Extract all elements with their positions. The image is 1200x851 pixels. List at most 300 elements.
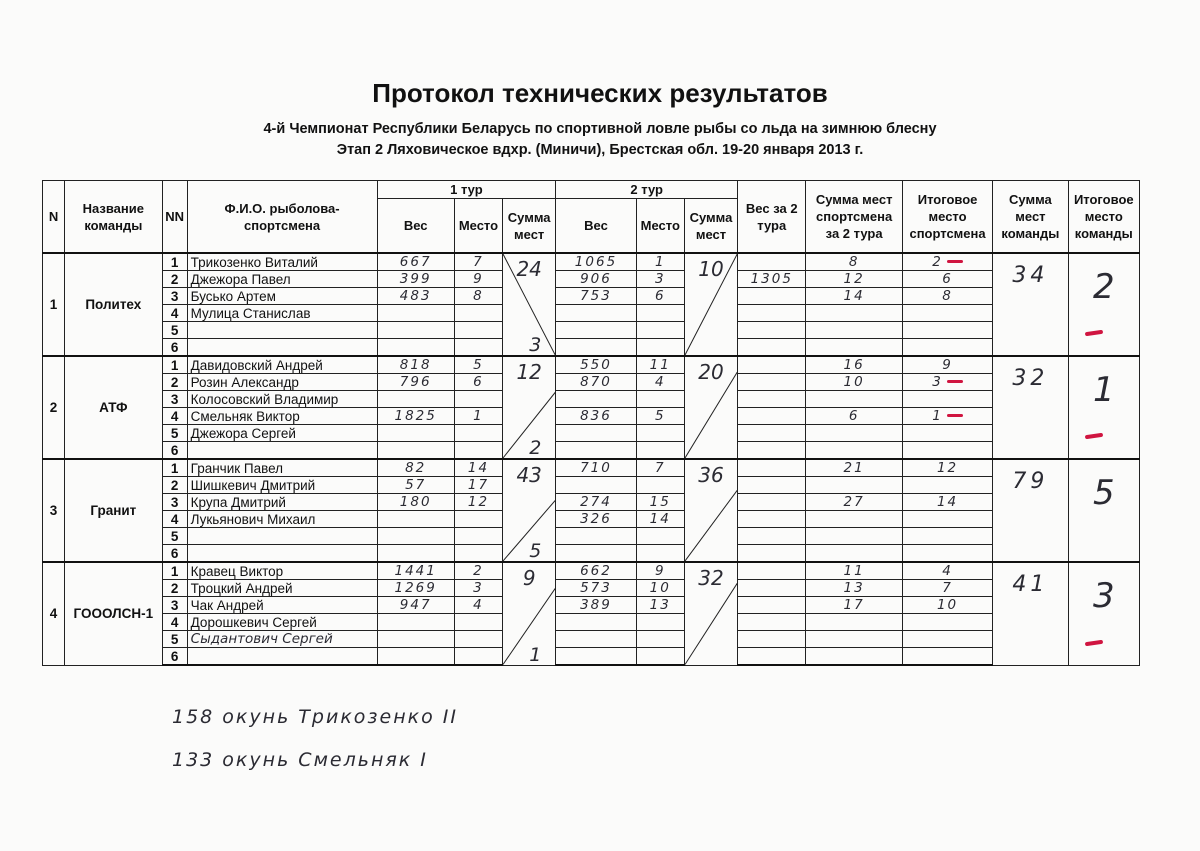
header-sum-athlete: Сумма мест спортсмена за 2 тура	[806, 181, 902, 254]
athlete-sum: 6	[806, 408, 902, 425]
athlete-final	[902, 511, 992, 528]
athlete-sum	[806, 545, 902, 563]
t1-place: 8	[454, 288, 502, 305]
team-block	[43, 356, 1140, 459]
athlete-nn: 1	[162, 253, 187, 271]
athlete-row	[43, 494, 1140, 511]
athlete-sum	[806, 477, 902, 494]
team-sum-cell	[993, 356, 1068, 459]
athlete-row	[43, 545, 1140, 563]
t2-weight: 326	[556, 511, 636, 528]
t1-weight: 947	[377, 597, 454, 614]
t2-place	[636, 442, 684, 460]
athlete-row	[43, 477, 1140, 494]
athlete-sum	[806, 528, 902, 545]
athlete-sum	[806, 391, 902, 408]
t2-sum-cell	[684, 459, 737, 562]
t1-weight: 180	[377, 494, 454, 511]
athlete-nn: 2	[162, 374, 187, 391]
t2-place: 9	[636, 562, 684, 580]
header-nn: NN	[162, 181, 187, 254]
team-sum: 41	[1012, 572, 1049, 597]
t2-place: 5	[636, 408, 684, 425]
athlete-nn: 2	[162, 271, 187, 288]
header-t2-place: Место	[636, 199, 684, 254]
athlete-name: Трикозенко Виталий	[187, 253, 377, 271]
t1-weight	[377, 425, 454, 442]
athlete-sum	[806, 339, 902, 357]
athlete-row	[43, 391, 1140, 408]
t1-team-sum: 12	[516, 360, 542, 384]
t2-weight: 662	[556, 562, 636, 580]
athlete-name: Троцкий Андрей	[187, 580, 377, 597]
red-marker	[1084, 433, 1102, 439]
t2-place: 1	[636, 253, 684, 271]
athlete-nn: 6	[162, 545, 187, 563]
athlete-name: Розин Александр	[187, 374, 377, 391]
team-sum: 79	[1012, 469, 1049, 494]
athlete-final	[902, 614, 992, 631]
t1-place: 12	[454, 494, 502, 511]
athlete-nn: 4	[162, 511, 187, 528]
athlete-name	[187, 648, 377, 666]
header-tour-2: 2 тур	[556, 181, 738, 199]
weight-2-tours	[738, 528, 806, 545]
team-final-cell	[1068, 356, 1139, 459]
header-t2-weight: Вес	[556, 199, 636, 254]
athlete-final: 14	[902, 494, 992, 511]
t2-sum-cell	[684, 253, 737, 356]
t2-sum-cell	[684, 562, 737, 665]
results-table	[42, 180, 1140, 666]
t1-team-sum: 43	[516, 463, 542, 487]
t2-weight	[556, 477, 636, 494]
athlete-row	[43, 356, 1140, 374]
t2-weight	[556, 322, 636, 339]
athlete-sum: 8	[806, 253, 902, 271]
t1-place: 4	[454, 597, 502, 614]
athlete-final: 8	[902, 288, 992, 305]
t1-weight	[377, 614, 454, 631]
athlete-row	[43, 408, 1140, 425]
t2-place	[636, 339, 684, 357]
athlete-final-cell	[902, 374, 992, 391]
t2-place: 3	[636, 271, 684, 288]
t2-weight: 836	[556, 408, 636, 425]
athlete-nn: 3	[162, 597, 187, 614]
t1-place	[454, 614, 502, 631]
team-sum-cell	[993, 562, 1068, 665]
athlete-final: 12	[902, 459, 992, 477]
t1-sum-cell	[503, 356, 556, 459]
t1-weight	[377, 339, 454, 357]
t2-place	[636, 322, 684, 339]
team-final: 3	[1092, 576, 1115, 616]
athlete-nn: 5	[162, 528, 187, 545]
t2-place	[636, 391, 684, 408]
t2-place: 10	[636, 580, 684, 597]
t1-team-place: 2	[529, 437, 542, 459]
t2-place	[636, 545, 684, 563]
team-number: 3	[43, 459, 65, 562]
document-subtitle-event: 4-й Чемпионат Республики Беларусь по спортивной ловле рыбы со льда на зимнюю блесну	[263, 121, 937, 137]
t1-weight	[377, 631, 454, 648]
t1-weight	[377, 648, 454, 666]
athlete-row	[43, 288, 1140, 305]
athlete-name: Шишкевич Дмитрий	[187, 477, 377, 494]
weight-2-tours	[738, 459, 806, 477]
red-marker	[947, 414, 963, 417]
athlete-row	[43, 459, 1140, 477]
athlete-row	[43, 580, 1140, 597]
athlete-final-cell	[902, 253, 992, 271]
t2-weight: 753	[556, 288, 636, 305]
header-sum-team: Сумма мест команды	[993, 181, 1068, 254]
athlete-row	[43, 562, 1140, 580]
athlete-name: Колосовский Владимир	[187, 391, 377, 408]
athlete-final: 6	[902, 271, 992, 288]
athlete-final: 3	[932, 373, 943, 390]
athlete-name: Смельняк Виктор	[187, 408, 377, 425]
athlete-nn: 4	[162, 614, 187, 631]
header-final-team: Итоговое место команды	[1068, 181, 1139, 254]
t1-place: 14	[454, 459, 502, 477]
t1-place: 2	[454, 562, 502, 580]
athlete-sum: 21	[806, 459, 902, 477]
weight-2-tours	[738, 631, 806, 648]
t2-weight	[556, 648, 636, 666]
team-final-cell	[1068, 562, 1139, 665]
team-name: ГОООЛСН-1	[65, 562, 162, 665]
t1-team-place: 3	[529, 334, 542, 356]
athlete-name: Дорошкевич Сергей	[187, 614, 377, 631]
athlete-final	[902, 442, 992, 460]
athlete-name: Лукьянович Михаил	[187, 511, 377, 528]
athlete-final: 7	[902, 580, 992, 597]
athlete-row	[43, 614, 1140, 631]
red-marker	[1084, 639, 1102, 645]
team-number: 1	[43, 253, 65, 356]
athlete-final: 2	[932, 253, 943, 270]
t1-weight	[377, 545, 454, 563]
team-final: 5	[1092, 473, 1115, 513]
t1-sum-cell	[503, 459, 556, 562]
athlete-name	[187, 528, 377, 545]
handwritten-note: 133 окунь Смельняк I	[172, 749, 428, 771]
t1-weight	[377, 528, 454, 545]
t1-team-place: 1	[529, 643, 542, 665]
weight-2-tours	[738, 511, 806, 528]
t2-place	[636, 477, 684, 494]
athlete-sum	[806, 511, 902, 528]
athlete-final	[902, 477, 992, 494]
t1-weight: 57	[377, 477, 454, 494]
team-block	[43, 562, 1140, 665]
athlete-nn: 4	[162, 408, 187, 425]
t1-place: 6	[454, 374, 502, 391]
weight-2-tours	[738, 442, 806, 460]
red-marker	[1084, 330, 1102, 336]
athlete-row	[43, 597, 1140, 614]
athlete-name	[187, 545, 377, 563]
team-name: Политех	[65, 253, 162, 356]
athlete-sum: 10	[806, 374, 902, 391]
t2-weight	[556, 631, 636, 648]
athlete-nn: 4	[162, 305, 187, 322]
t2-place	[636, 631, 684, 648]
athlete-name	[187, 322, 377, 339]
t1-place: 3	[454, 580, 502, 597]
athlete-name: Джежора Сергей	[187, 425, 377, 442]
weight-2-tours: 1305	[738, 271, 806, 288]
athlete-final	[902, 528, 992, 545]
weight-2-tours	[738, 253, 806, 271]
t1-place	[454, 528, 502, 545]
t2-weight: 1065	[556, 253, 636, 271]
header-athlete-name: Ф.И.О. рыболова-спортсмена	[187, 181, 377, 254]
t2-weight	[556, 528, 636, 545]
t1-weight: 818	[377, 356, 454, 374]
athlete-row	[43, 374, 1140, 391]
document-title: Протокол технических результатов	[372, 78, 828, 108]
t2-place	[636, 614, 684, 631]
weight-2-tours	[738, 374, 806, 391]
t1-place	[454, 442, 502, 460]
t1-place	[454, 322, 502, 339]
t1-place	[454, 545, 502, 563]
t2-team-sum: 36	[698, 463, 724, 487]
weight-2-tours	[738, 545, 806, 563]
weight-2-tours	[738, 408, 806, 425]
t1-weight	[377, 305, 454, 322]
weight-2-tours	[738, 562, 806, 580]
weight-2-tours	[738, 597, 806, 614]
athlete-nn: 1	[162, 562, 187, 580]
weight-2-tours	[738, 339, 806, 357]
athlete-row	[43, 305, 1140, 322]
t1-weight: 399	[377, 271, 454, 288]
team-final: 1	[1092, 370, 1115, 410]
athlete-nn: 2	[162, 580, 187, 597]
athlete-name: Бусько Артем	[187, 288, 377, 305]
athlete-sum	[806, 322, 902, 339]
t1-weight: 82	[377, 459, 454, 477]
athlete-name	[187, 339, 377, 357]
team-final-cell	[1068, 253, 1139, 356]
athlete-final	[902, 339, 992, 357]
athlete-sum: 11	[806, 562, 902, 580]
athlete-sum: 17	[806, 597, 902, 614]
t2-place: 13	[636, 597, 684, 614]
athlete-row	[43, 528, 1140, 545]
athlete-nn: 3	[162, 391, 187, 408]
team-block	[43, 253, 1140, 356]
athlete-name: Крупа Дмитрий	[187, 494, 377, 511]
athlete-nn: 3	[162, 494, 187, 511]
team-block	[43, 459, 1140, 562]
athlete-name	[187, 442, 377, 460]
athlete-row	[43, 442, 1140, 460]
athlete-final	[902, 391, 992, 408]
t1-weight: 667	[377, 253, 454, 271]
athlete-nn: 3	[162, 288, 187, 305]
team-final-cell	[1068, 459, 1139, 562]
athlete-row	[43, 511, 1140, 528]
t1-sum-cell	[503, 562, 556, 665]
header-final-athlete: Итоговое место спортсмена	[902, 181, 992, 254]
athlete-nn: 5	[162, 631, 187, 648]
t2-weight: 573	[556, 580, 636, 597]
t1-team-sum: 24	[516, 257, 542, 281]
t2-team-sum: 10	[698, 257, 724, 281]
athlete-name: Гранчик Павел	[187, 459, 377, 477]
athlete-row	[43, 322, 1140, 339]
athlete-sum: 27	[806, 494, 902, 511]
athlete-nn: 6	[162, 339, 187, 357]
t2-place	[636, 528, 684, 545]
t2-weight	[556, 545, 636, 563]
athlete-row	[43, 648, 1140, 666]
athlete-sum: 12	[806, 271, 902, 288]
athlete-nn: 2	[162, 477, 187, 494]
t2-place	[636, 425, 684, 442]
athlete-final	[902, 322, 992, 339]
athlete-final	[902, 545, 992, 563]
weight-2-tours	[738, 305, 806, 322]
athlete-sum	[806, 631, 902, 648]
athlete-final-cell	[902, 408, 992, 425]
athlete-name: Чак Андрей	[187, 597, 377, 614]
team-name: АТФ	[65, 356, 162, 459]
athlete-nn: 1	[162, 356, 187, 374]
t1-place: 7	[454, 253, 502, 271]
athlete-sum: 13	[806, 580, 902, 597]
header-weight-2-tours: Вес за 2 тура	[738, 181, 806, 254]
t1-place	[454, 339, 502, 357]
athlete-final	[902, 425, 992, 442]
weight-2-tours	[738, 494, 806, 511]
athlete-sum: 14	[806, 288, 902, 305]
t1-team-sum: 9	[522, 566, 536, 590]
t2-place	[636, 648, 684, 666]
t2-sum-cell	[684, 356, 737, 459]
weight-2-tours	[738, 288, 806, 305]
t2-place: 6	[636, 288, 684, 305]
t2-place: 4	[636, 374, 684, 391]
t1-weight: 1269	[377, 580, 454, 597]
athlete-nn: 5	[162, 322, 187, 339]
t1-weight: 796	[377, 374, 454, 391]
athlete-nn: 5	[162, 425, 187, 442]
athlete-final: 10	[902, 597, 992, 614]
athlete-row	[43, 271, 1140, 288]
team-sum-cell	[993, 459, 1068, 562]
t1-place: 9	[454, 271, 502, 288]
team-number: 2	[43, 356, 65, 459]
red-marker	[947, 380, 963, 383]
header-t1-place: Место	[454, 199, 502, 254]
t2-team-sum: 20	[698, 360, 724, 384]
team-sum-cell	[993, 253, 1068, 356]
t1-weight	[377, 322, 454, 339]
t1-place	[454, 305, 502, 322]
t2-place: 11	[636, 356, 684, 374]
red-marker	[947, 260, 963, 263]
weight-2-tours	[738, 614, 806, 631]
t2-weight: 906	[556, 271, 636, 288]
t1-weight	[377, 511, 454, 528]
header-tour-1: 1 тур	[377, 181, 556, 199]
weight-2-tours	[738, 477, 806, 494]
athlete-name: Давидовский Андрей	[187, 356, 377, 374]
athlete-row	[43, 631, 1140, 648]
athlete-nn: 6	[162, 442, 187, 460]
weight-2-tours	[738, 356, 806, 374]
handwritten-note: 158 окунь Трикозенко II	[172, 706, 458, 728]
t1-weight: 1441	[377, 562, 454, 580]
t1-place: 5	[454, 356, 502, 374]
t2-weight	[556, 391, 636, 408]
athlete-final: 4	[902, 562, 992, 580]
athlete-final	[902, 305, 992, 322]
athlete-nn: 1	[162, 459, 187, 477]
header-team-name: Название команды	[65, 181, 162, 254]
t1-place	[454, 425, 502, 442]
athlete-final: 1	[932, 407, 943, 424]
t1-weight	[377, 391, 454, 408]
team-sum: 34	[1012, 263, 1049, 288]
t1-weight: 483	[377, 288, 454, 305]
t2-place: 7	[636, 459, 684, 477]
t1-place: 17	[454, 477, 502, 494]
t1-weight: 1825	[377, 408, 454, 425]
t2-weight: 710	[556, 459, 636, 477]
weight-2-tours	[738, 580, 806, 597]
t1-sum-cell	[503, 253, 556, 356]
t2-weight: 550	[556, 356, 636, 374]
athlete-row	[43, 425, 1140, 442]
athlete-sum	[806, 305, 902, 322]
weight-2-tours	[738, 425, 806, 442]
t2-place: 15	[636, 494, 684, 511]
weight-2-tours	[738, 391, 806, 408]
team-final: 2	[1092, 267, 1115, 307]
header-t1-sum: Сумма мест	[503, 199, 556, 254]
header-n: N	[43, 181, 65, 254]
document-subtitle-stage: Этап 2 Ляховическое вдхр. (Миничи), Брестская обл. 19-20 января 2013 г.	[336, 142, 864, 158]
athlete-sum	[806, 442, 902, 460]
t2-weight	[556, 425, 636, 442]
t2-weight: 274	[556, 494, 636, 511]
t2-place	[636, 305, 684, 322]
t2-weight: 389	[556, 597, 636, 614]
t2-weight	[556, 614, 636, 631]
t2-weight: 870	[556, 374, 636, 391]
t1-place	[454, 511, 502, 528]
athlete-nn: 6	[162, 648, 187, 666]
athlete-row	[43, 253, 1140, 271]
athlete-row	[43, 339, 1140, 357]
t1-place: 1	[454, 408, 502, 425]
team-sum: 32	[1012, 366, 1049, 391]
t2-team-sum: 32	[698, 566, 724, 590]
t1-place	[454, 631, 502, 648]
weight-2-tours	[738, 648, 806, 666]
athlete-sum	[806, 425, 902, 442]
t1-place	[454, 648, 502, 666]
weight-2-tours	[738, 322, 806, 339]
athlete-name: Джежора Павел	[187, 271, 377, 288]
